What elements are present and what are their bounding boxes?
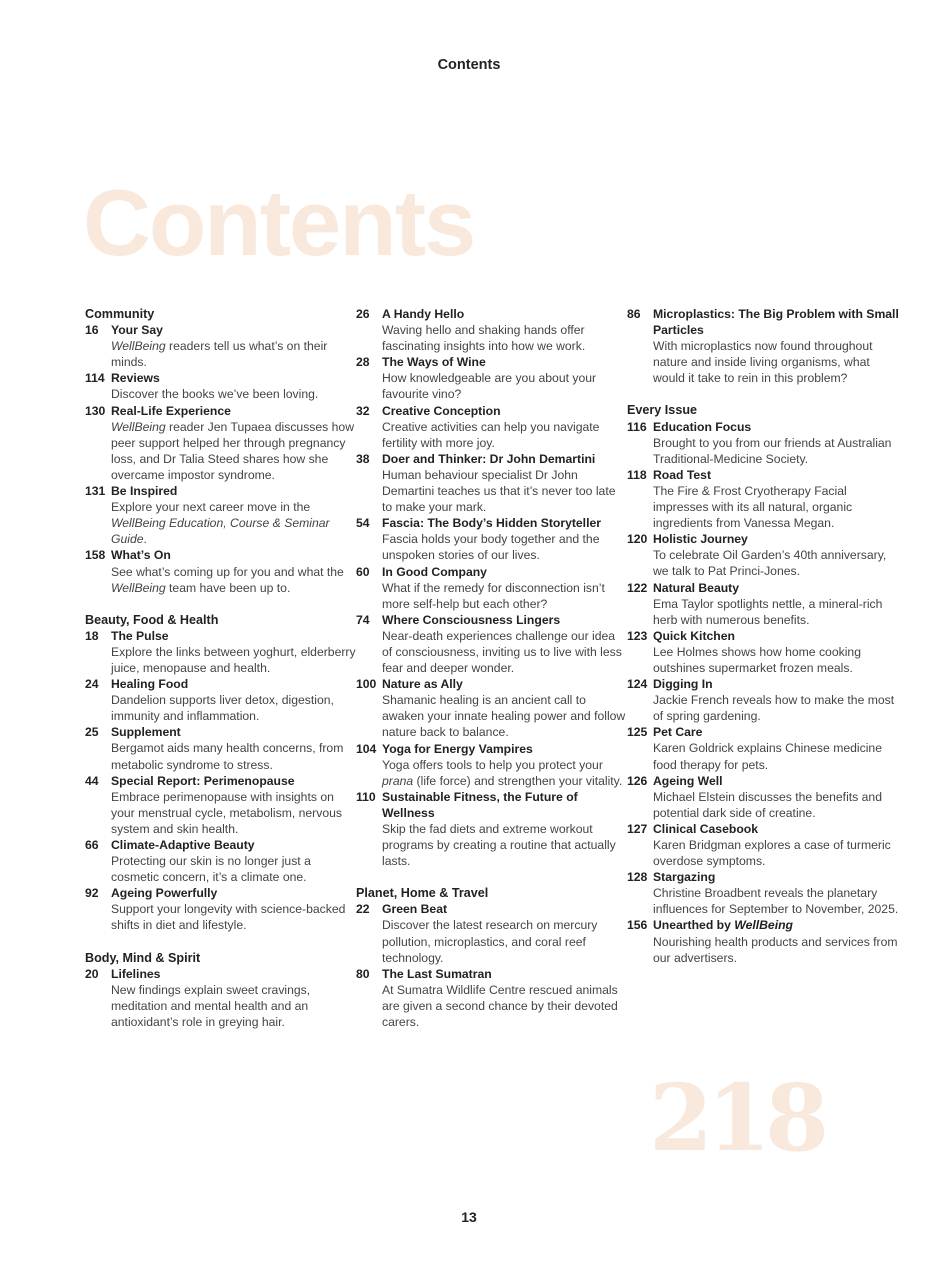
entry-description-text: How knowledgeable are you about your favourite vino?	[382, 371, 597, 402]
entry-page-number: 26	[356, 307, 370, 321]
contents-column-3	[627, 306, 899, 982]
entry-page-number: 44	[85, 773, 99, 788]
contents-entry[interactable]	[356, 901, 628, 965]
entry-title-text: Creative Conception	[382, 403, 501, 418]
entry-body	[653, 676, 899, 724]
entry-title-text: In Good Company	[382, 564, 487, 579]
entry-description-text: Creative activities can help you navigate fertility with more joy.	[382, 419, 600, 450]
entry-description-text: Karen Goldrick explains Chinese medicine food therapy for pets.	[653, 741, 882, 772]
entry-body	[382, 306, 628, 354]
entry-body	[382, 676, 628, 740]
entry-body	[382, 741, 628, 789]
entry-description	[111, 853, 357, 885]
entry-description	[382, 982, 628, 1030]
section-heading: Body, Mind & Spirit	[85, 950, 201, 965]
entry-title	[111, 403, 357, 419]
entry-description	[653, 885, 899, 917]
entry-page-number: 86	[627, 307, 641, 321]
entry-title	[382, 676, 628, 692]
entry-description	[111, 386, 357, 402]
contents-entry[interactable]	[85, 403, 357, 483]
contents-entry[interactable]	[356, 741, 628, 789]
entry-description	[111, 419, 357, 483]
entry-description-text: Ema Taylor spotlights nettle, a mineral-rich herb with numerous benefits.	[653, 596, 883, 627]
entry-page-number: 130	[85, 403, 106, 418]
contents-entry[interactable]	[85, 370, 357, 402]
entry-body	[111, 370, 357, 402]
entry-title	[111, 676, 357, 692]
entry-page-number: 125	[627, 725, 648, 740]
entry-body	[653, 419, 899, 467]
entry-description	[111, 901, 357, 933]
entry-title	[382, 789, 628, 821]
entry-title-text: Supplement	[111, 725, 181, 740]
contents-column-2	[356, 306, 628, 1046]
entry-description	[111, 692, 357, 724]
entry-title-text: Doer and Thinker: Dr John Demartini	[382, 451, 596, 466]
entry-description	[382, 531, 628, 563]
entry-title-text: A Handy Hello	[382, 307, 465, 321]
entry-title-text: Stargazing	[653, 870, 716, 885]
entry-title	[111, 370, 357, 386]
entry-title	[382, 564, 628, 580]
entry-title-text: Green Beat	[382, 902, 448, 917]
entry-title-text: Education Focus	[653, 419, 752, 434]
entry-body	[111, 628, 357, 676]
entry-title	[111, 322, 357, 338]
entry-page-number: 110	[356, 789, 376, 804]
entry-title	[653, 467, 899, 483]
entry-title-text: Road Test	[653, 467, 712, 482]
contents-entry[interactable]	[356, 515, 628, 563]
entry-description	[653, 934, 899, 966]
entry-page-number: 24	[85, 677, 99, 692]
entry-body	[382, 451, 628, 515]
entry-description	[382, 917, 628, 965]
entry-title	[653, 676, 899, 692]
entry-title-text: Your Say	[111, 323, 163, 338]
entry-description	[653, 435, 899, 467]
entry-page-number: 92	[85, 886, 99, 901]
entry-body	[111, 483, 357, 547]
entry-title	[382, 966, 628, 982]
entry-title	[111, 724, 357, 740]
entry-page-number: 28	[356, 355, 370, 370]
entry-description	[382, 628, 628, 676]
contents-entry[interactable]	[627, 724, 899, 772]
entry-title-text: Lifelines	[111, 966, 161, 981]
entry-title-text: Reviews	[111, 371, 160, 386]
section-body-mind-spirit	[85, 950, 357, 1030]
entry-description-text: Discover the latest research on mercury pollution, microplastics, and coral reef technology.	[382, 918, 598, 965]
entry-description-text: Michael Elstein discusses the benefits and potential dark side of creatine.	[653, 789, 882, 820]
entry-description-text: Shamanic healing is an ancient call to awaken your innate healing power and follow nature back to balance.	[382, 693, 626, 740]
entry-body	[111, 885, 357, 933]
contents-entry[interactable]	[627, 773, 899, 821]
entry-page-number: 32	[356, 403, 370, 418]
entry-description-text: At Sumatra Wildlife Centre rescued animals are given a second chance by their devoted carers.	[382, 982, 618, 1030]
entry-description-text: Embrace perimenopause with insights on your menstrual cycle, metabolism, nervous system and skin health.	[111, 789, 342, 836]
entry-page-number: 131	[85, 484, 106, 499]
entry-page-number: 80	[356, 966, 370, 981]
contents-entry[interactable]	[85, 837, 357, 885]
entry-body	[111, 724, 357, 772]
entry-description	[653, 692, 899, 724]
entry-description-emphasis: WellBeing	[111, 339, 166, 354]
entry-description-text: (life force) and strengthen your vitality.	[413, 773, 623, 788]
entry-description	[382, 821, 628, 869]
contents-entry[interactable]	[356, 564, 628, 612]
contents-entry[interactable]	[85, 724, 357, 772]
entry-title-text: The Ways of Wine	[382, 355, 486, 370]
entry-page-number: 158	[85, 548, 106, 563]
entry-title	[653, 773, 899, 789]
contents-entry[interactable]	[356, 354, 628, 402]
entry-title	[111, 547, 357, 563]
entry-description-lead: Explore your next career move in the	[111, 500, 311, 515]
entry-page-number: 54	[356, 516, 370, 531]
section-heading: Every Issue	[627, 403, 698, 418]
entry-title	[111, 885, 357, 901]
entry-title	[653, 306, 899, 338]
entry-title-text: Ageing Powerfully	[111, 886, 218, 901]
contents-entry[interactable]	[627, 869, 899, 917]
entry-title	[382, 612, 628, 628]
entry-title	[653, 531, 899, 547]
entry-body	[111, 676, 357, 724]
entry-title	[382, 741, 628, 757]
entry-description-text: Lee Holmes shows how home cooking outshines supermarket frozen meals.	[653, 644, 861, 675]
section-features	[356, 306, 628, 869]
entry-description-text: Dandelion supports liver detox, digestion, immunity and inflammation.	[111, 693, 334, 724]
entry-title-text: Quick Kitchen	[653, 628, 735, 643]
entry-page-number: 116	[627, 419, 647, 434]
contents-entry[interactable]	[627, 580, 899, 628]
entry-page-number: 16	[85, 323, 99, 338]
entry-description	[382, 370, 628, 402]
contents-entry[interactable]	[85, 547, 357, 595]
entry-body	[653, 580, 899, 628]
decorative-page-number: 218	[649, 1064, 824, 1172]
entry-description-text: Brought to you from our friends at Australian Traditional-Medicine Society.	[653, 435, 892, 466]
entry-description-text: With microplastics now found throughout nature and inside living organisms, what would it take to rein in this problem?	[653, 339, 873, 386]
entry-description-emphasis: WellBeing	[111, 580, 166, 595]
contents-entry[interactable]	[627, 531, 899, 579]
entry-description	[653, 596, 899, 628]
entry-description	[111, 564, 357, 596]
contents-entry[interactable]	[356, 306, 628, 354]
section-heading: Community	[85, 307, 155, 321]
entry-description	[111, 644, 357, 676]
entry-description-text: Support your longevity with science-backed shifts in diet and lifestyle.	[111, 902, 346, 933]
entry-description-lead: Yoga offers tools to help you protect your	[382, 757, 603, 772]
entry-title	[382, 451, 628, 467]
entry-body	[382, 564, 628, 612]
page-title: Contents	[83, 170, 475, 275]
entry-description-text: Skip the fad diets and extreme workout programs by creating a routine that actually lasts.	[382, 822, 616, 869]
contents-entry[interactable]	[85, 676, 357, 724]
entry-body	[111, 773, 357, 837]
entry-page-number: 104	[356, 741, 377, 756]
entry-body	[111, 547, 357, 595]
contents-entry[interactable]	[627, 917, 899, 965]
entry-body	[111, 837, 357, 885]
contents-entry[interactable]	[85, 628, 357, 676]
entry-description	[382, 692, 628, 740]
contents-entry[interactable]	[85, 483, 357, 547]
entry-title	[653, 628, 899, 644]
entry-title	[382, 515, 628, 531]
entry-body	[653, 628, 899, 676]
entry-title	[653, 821, 899, 837]
entry-page-number: 60	[356, 564, 370, 579]
entry-title-text: Pet Care	[653, 725, 703, 740]
entry-page-number: 127	[627, 821, 648, 836]
entry-title	[382, 403, 628, 419]
entry-body	[382, 354, 628, 402]
entry-description	[382, 757, 628, 789]
contents-entry[interactable]	[627, 419, 899, 467]
entry-body	[382, 901, 628, 965]
contents-entry[interactable]	[85, 885, 357, 933]
entry-title	[653, 917, 899, 933]
entry-description	[653, 338, 899, 386]
entry-title-text: Ageing Well	[653, 773, 723, 788]
entry-body	[382, 612, 628, 676]
entry-description-text: Bergamot aids many health concerns, from metabolic syndrome to stress.	[111, 741, 344, 772]
entry-body	[111, 966, 357, 1030]
contents-entry[interactable]	[85, 322, 357, 370]
entry-description-emphasis: WellBeing	[111, 419, 166, 434]
entry-description-text: Nourishing health products and services from our advertisers.	[653, 934, 898, 965]
entry-body	[111, 403, 357, 483]
entry-body	[382, 515, 628, 563]
contents-entry[interactable]	[356, 966, 628, 1030]
entry-title-text: The Pulse	[111, 628, 169, 643]
entry-description-text: team have been up to.	[165, 580, 291, 595]
entry-description	[653, 483, 899, 531]
entry-title	[653, 869, 899, 885]
section-every-issue	[627, 402, 899, 965]
entry-page-number: 100	[356, 677, 377, 692]
contents-entry[interactable]	[356, 451, 628, 515]
entry-title-text: Holistic Journey	[653, 532, 748, 547]
entry-title-text: Be Inspired	[111, 484, 178, 499]
entry-description-text: Near-death experiences challenge our idea of consciousness, inviting us to live with less fear and deeper wonder.	[382, 628, 622, 676]
entry-description-text: Protecting our skin is no longer just a cosmetic concern, it’s a climate one.	[111, 854, 311, 885]
entry-title-text: Clinical Casebook	[653, 821, 758, 836]
contents-entry[interactable]	[627, 676, 899, 724]
entry-title-text: Healing Food	[111, 677, 189, 692]
entry-description-text: Human behaviour specialist Dr John Demartini teaches us that it’s never too late to make your mark.	[382, 467, 616, 515]
entry-title-text: Where Consciousness Lingers	[382, 612, 561, 627]
entry-page-number: 126	[627, 773, 648, 788]
entry-page-number: 66	[85, 838, 99, 852]
entry-title-text: Special Report: Perimenopause	[111, 773, 295, 788]
entry-body	[653, 306, 899, 386]
entry-description-emphasis: prana	[382, 773, 414, 788]
entry-title-text: Sustainable Fitness, the Future of Wellness	[382, 789, 578, 820]
entry-title	[111, 773, 357, 789]
entry-page-number: 22	[356, 902, 370, 917]
contents-column-1	[85, 306, 357, 1046]
entry-page-number: 123	[627, 628, 648, 643]
contents-entry[interactable]	[356, 676, 628, 740]
entry-title	[653, 724, 899, 740]
entry-description-text: Christine Broadbent reveals the planetary influences for September to November, 2025.	[653, 886, 899, 917]
entry-description	[111, 499, 357, 547]
entry-description	[111, 338, 357, 370]
entry-description-text: The Fire & Frost Cryotherapy Facial impresses with its all natural, organic ingredients from Vanessa Megan.	[653, 483, 853, 531]
entry-title-text: Nature as Ally	[382, 677, 463, 692]
entry-body	[382, 403, 628, 451]
entry-description-text: To celebrate Oil Garden’s 40th anniversary, we talk to Pat Princi-Jones.	[653, 548, 887, 579]
entry-body	[653, 773, 899, 821]
entry-page-number: 74	[356, 612, 370, 627]
entry-description	[111, 789, 357, 837]
contents-entry[interactable]	[85, 966, 357, 1030]
contents-entry[interactable]	[627, 821, 899, 869]
entry-description	[382, 419, 628, 451]
entry-page-number: 124	[627, 677, 648, 692]
entry-title-text: Fascia: The Body’s Hidden Storyteller	[382, 516, 601, 531]
entry-description	[653, 837, 899, 869]
entry-page-number: 122	[627, 580, 648, 595]
entry-description	[382, 580, 628, 612]
entry-title-text: Unearthed by	[653, 918, 735, 933]
entry-title-text: Real-Life Experience	[111, 403, 231, 418]
entry-body	[653, 531, 899, 579]
entry-description	[653, 547, 899, 579]
entry-description	[653, 644, 899, 676]
entry-body	[653, 917, 899, 965]
entry-page-number: 118	[627, 467, 647, 482]
entry-description	[382, 467, 628, 515]
section-heading: Planet, Home & Travel	[356, 886, 489, 901]
entry-body	[111, 322, 357, 370]
section-feature-top	[627, 306, 899, 386]
contents-entry[interactable]	[627, 467, 899, 531]
entry-description	[382, 322, 628, 354]
entry-description-text: reader Jen Tupaea discusses how peer support helped her through pregnancy loss, and Dr Talia Steed shares how she overcame impostor syndrome.	[111, 419, 354, 482]
entry-title-text: What’s On	[111, 548, 171, 563]
entry-page-number: 120	[627, 532, 648, 547]
entry-body	[653, 724, 899, 772]
entry-description	[111, 982, 357, 1030]
entry-title	[653, 419, 899, 435]
entry-title	[382, 901, 628, 917]
entry-page-number: 25	[85, 725, 99, 740]
entry-title	[382, 306, 628, 322]
entry-title	[111, 483, 357, 499]
entry-description-text: What if the remedy for disconnection isn’t more self-help but each other?	[382, 580, 605, 611]
entry-description-text: .	[143, 532, 147, 547]
entry-title-text: Microplastics: The Big Problem with Small Particles	[653, 307, 899, 338]
entry-description	[111, 740, 357, 772]
entry-description-text: readers tell us what’s on their minds.	[111, 339, 328, 370]
entry-description-text: Waving hello and shaking hands offer fascinating insights into how we work.	[382, 323, 586, 354]
entry-description-text: Explore the links between yoghurt, elderberry juice, menopause and health.	[111, 644, 356, 675]
contents-entry[interactable]	[356, 789, 628, 869]
entry-page-number: 18	[85, 628, 99, 643]
contents-entry[interactable]	[85, 773, 357, 837]
entry-description-text: New findings explain sweet cravings, meditation and mental health and an antioxidant’s role in greying hair.	[111, 982, 311, 1029]
entry-title-text: Natural Beauty	[653, 580, 740, 595]
section-beauty-food-health	[85, 612, 357, 934]
entry-title	[382, 354, 628, 370]
entry-description-text: Discover the books we’ve been loving.	[111, 387, 319, 402]
entry-body	[382, 789, 628, 869]
entry-body	[653, 821, 899, 869]
entry-description-text: Jackie French reveals how to make the most of spring gardening.	[653, 693, 895, 724]
entry-page-number: 156	[627, 918, 648, 933]
entry-description-lead: See what’s coming up for you and what the	[111, 564, 344, 579]
entry-description-text: Karen Bridgman explores a case of turmeric overdose symptoms.	[653, 838, 891, 869]
entry-title-text: Digging In	[653, 677, 713, 692]
entry-title-text: The Last Sumatran	[382, 966, 492, 981]
entry-title	[111, 837, 357, 853]
entry-page-number: 114	[85, 371, 105, 386]
entry-body	[653, 869, 899, 917]
running-head: Contents	[437, 57, 501, 73]
contents-entry[interactable]	[627, 628, 899, 676]
contents-entry[interactable]	[627, 306, 899, 386]
entry-title	[653, 580, 899, 596]
section-planet-home-travel	[356, 885, 628, 1030]
entry-description	[653, 740, 899, 772]
entry-title-text: Climate-Adaptive Beauty	[111, 838, 255, 852]
entry-page-number: 38	[356, 451, 370, 466]
entry-description-emphasis: WellBeing Education, Course & Seminar Guide	[111, 516, 330, 547]
contents-entry[interactable]	[356, 403, 628, 451]
entry-title-emphasis: WellBeing	[734, 918, 793, 933]
entry-page-number: 20	[85, 966, 99, 981]
section-community	[85, 306, 357, 596]
entry-title-text: Yoga for Energy Vampires	[382, 741, 533, 756]
entry-title	[111, 628, 357, 644]
entry-body	[382, 966, 628, 1030]
entry-description	[653, 789, 899, 821]
entry-title	[111, 966, 357, 982]
contents-entry[interactable]	[356, 612, 628, 676]
entry-description-text: Fascia holds your body together and the unspoken stories of our lives.	[382, 532, 600, 563]
page-number: 13	[461, 1209, 477, 1225]
entry-body	[653, 467, 899, 531]
entry-page-number: 128	[627, 870, 648, 885]
section-heading: Beauty, Food & Health	[85, 612, 219, 627]
